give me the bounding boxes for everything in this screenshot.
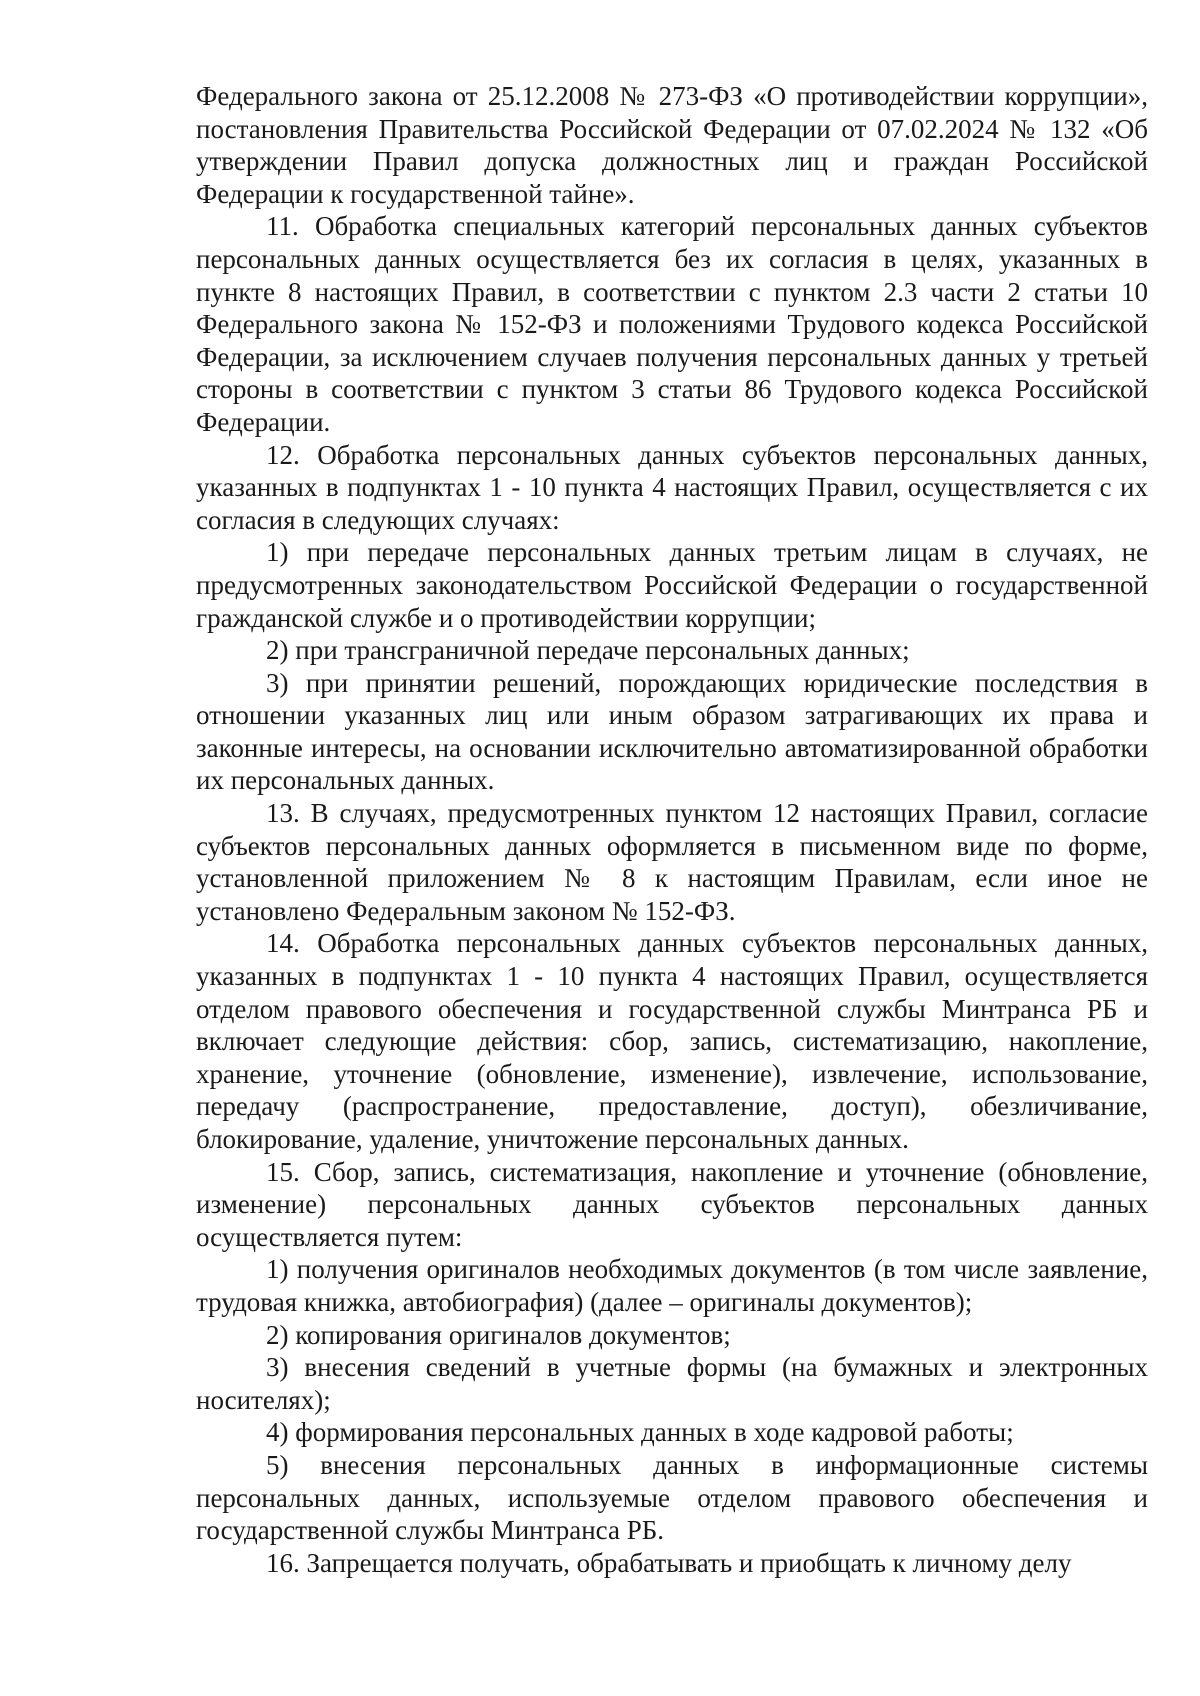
paragraph-12-item-2: 2) при трансграничной передаче персональных данных;	[266, 635, 910, 666]
paragraph-14: 14. Обработка персональных данных субъектов персональных данных, указанных в подпунктах 1 - 10 пункта 4 настоящих Правил, осуществляется отделом правового обеспечения и государственной службы Минтранса РБ и включает следующие действия: сбор, запись, систематизацию, накопление, хранение, уточнение (обновление, изменение), извлечение, использование, передачу (распространение, предоставление, доступ), обезличивание, блокирование, удаление, уничтожение персональных данных.	[196, 928, 1148, 1154]
paragraph-15-item-4: 4) формирования персональных данных в ходе кадровой работы;	[266, 1417, 1014, 1448]
paragraph-12-item-1: 1) при передаче персональных данных третьим лицам в случаях, не предусмотренных законодательством Российской Федерации о государственной гражданской службе и о противодействии коррупции;	[196, 537, 1148, 633]
paragraph-15-item-3: 3) внесения сведений в учетные формы (на бумажных и электронных носителях);	[196, 1352, 1148, 1415]
paragraph-15-item-5: 5) внесения персональных данных в информационные системы персональных данных, используемые отделом правового обеспечения и государственной службы Минтранса РБ.	[196, 1449, 1148, 1546]
paragraph-15: 15. Сбор, запись, систематизация, накопление и уточнение (обновление, изменение) персональных данных субъектов персональных данных осуществляется путем:	[196, 1156, 1148, 1252]
paragraph-15-item-2: 2) копирования оригиналов документов;	[266, 1319, 731, 1350]
paragraph-12: 12. Обработка персональных данных субъектов персональных данных, указанных в подпунктах 1 - 10 пункта 4 настоящих Правил, осуществляется с их согласия в следующих случаях:	[196, 439, 1148, 535]
paragraph-16: 16. Запрещается получать, обрабатывать и приобщать к личному делу	[266, 1547, 1072, 1578]
paragraph-11: 11. Обработка специальных категорий персональных данных субъектов персональных данных осуществляется без их согласия в целях, указанных в пункте 8 настоящих Правил, в соответствии с пунктом 2.3 части 2 статьи 10 Федерального закона № 152-ФЗ и положениями Трудового кодекса Российской Федерации, за исключением случаев получения персональных данных у третьей стороны в соответствии с пунктом 3 статьи 86 Трудового кодекса Российской Федерации.	[196, 211, 1148, 437]
paragraph-15-item-1: 1) получения оригиналов необходимых документов (в том числе заявление, трудовая книжка, автобиография) (далее – оригиналы документов);	[196, 1254, 1148, 1317]
paragraph-13: 13. В случаях, предусмотренных пунктом 12 настоящих Правил, согласие субъектов персональных данных оформляется в письменном виде по форме, установленной приложением № 8 к настоящим Правилам, если иное не установлено Федеральным законом № 152-ФЗ.	[196, 798, 1148, 926]
paragraph-continuation: Федерального закона от 25.12.2008 № 273-ФЗ «О противодействии коррупции», постановления Правительства Российской Федерации от 07.02.2024 № 132 «Об утверждении Правил допуска должностных лиц и граждан Российской Федерации к государственной тайне».	[196, 81, 1148, 209]
paragraph-12-item-3: 3) при принятии решений, порождающих юридические последствия в отношении указанных лиц или иным образом затрагивающих их права и законные интересы, на основании исключительно автоматизированной обработки их персональных данных.	[196, 667, 1148, 796]
document-page	[196, 80, 1148, 1579]
